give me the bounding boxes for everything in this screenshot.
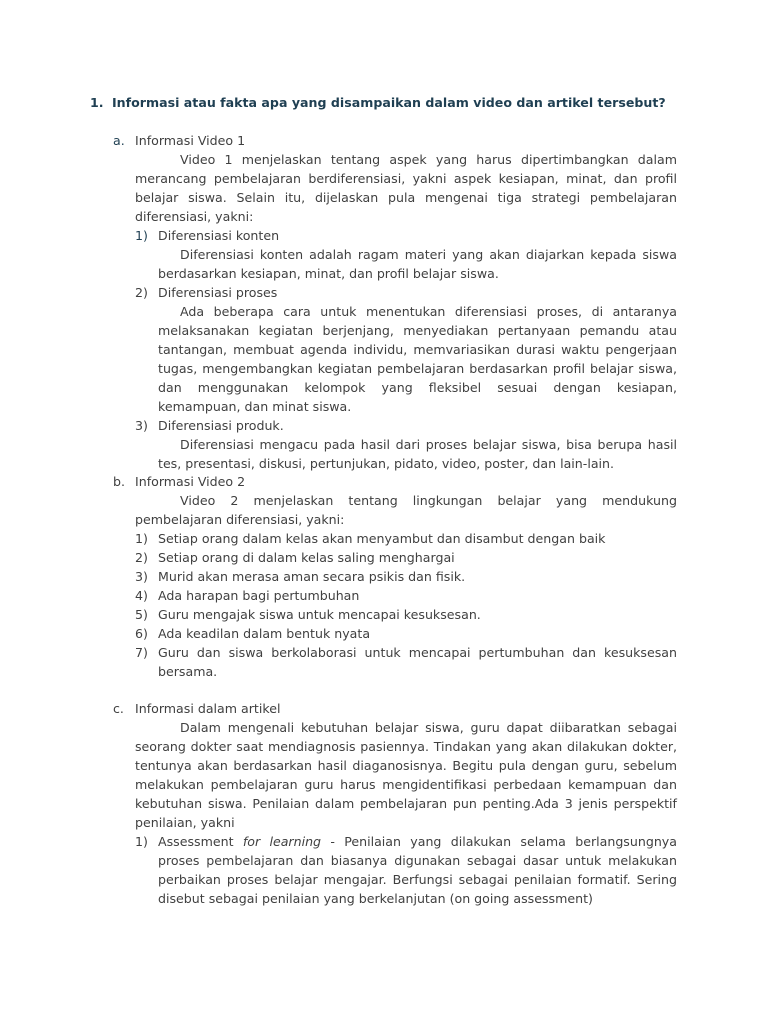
- item-description: Diferensiasi konten adalah ragam materi yang akan diajarkan kepada siswa berdasarkan kesiapan, minat, dan profil belajar siswa.: [158, 247, 677, 281]
- section-b: [113, 472, 677, 681]
- item-number: 3): [135, 418, 148, 433]
- item-title: Diferensiasi konten: [158, 228, 280, 243]
- list-item: [113, 605, 677, 624]
- item-number: 5): [135, 607, 148, 622]
- item-rest: - Penilaian yang dilakukan selama berlangsungnya proses pembelajaran dan biasanya digunakan sebagai dasar untuk melakukan perbaikan proses belajar mengajar. Berfungsi sebagai penilaian formatif. Sering disebut sebagai penilaian yang berkelanjutan (on going assessment): [158, 834, 677, 906]
- section-c-intro: Dalam mengenali kebutuhan belajar siswa, guru dapat diibaratkan sebagai seorang dokter saat mendiagnosis pasiennya. Tindakan yang akan dilakukan dokter, tentunya akan berdasarkan hasil diaganosisnya. Begitu pula dengan guru, sebelum melakukan pembelajaran guru harus mengidentifikasi perbedaan kemampuan dan kebutuhan siswa. Penilaian dalam pembelajaran pun penting.Ada 3 jenis perspektif penilaian, yakni: [135, 720, 677, 830]
- list-item: [113, 529, 677, 548]
- item-number: 1): [135, 531, 148, 546]
- section-b-title: Informasi Video 2: [135, 474, 246, 489]
- section-c-letter: c.: [113, 701, 124, 716]
- item-lead: Assessment: [158, 834, 243, 849]
- list-item: [113, 643, 677, 681]
- item-number: 1): [135, 834, 148, 849]
- item-description: Diferensiasi mengacu pada hasil dari proses belajar siswa, bisa berupa hasil tes, presentasi, diskusi, pertunjukan, pidato, video, poster, dan lain-lain.: [158, 437, 677, 471]
- section-b-intro: Video 2 menjelaskan tentang lingkungan belajar yang mendukung pembelajaran diferensiasi, yakni:: [135, 493, 677, 527]
- item-number: 2): [135, 285, 148, 300]
- list-item: [113, 832, 677, 908]
- list-item: [113, 624, 677, 643]
- section-a-heading: [113, 131, 677, 150]
- question-number: 1.: [90, 95, 104, 110]
- list-item: [113, 548, 677, 567]
- section-c: [113, 699, 677, 908]
- list-item: [113, 416, 677, 435]
- list-item: [113, 283, 677, 302]
- list-item: [113, 226, 677, 245]
- item-number: 7): [135, 645, 148, 660]
- section-c-title: Informasi dalam artikel: [135, 701, 281, 716]
- section-c-heading: [113, 699, 677, 718]
- item-number: 4): [135, 588, 148, 603]
- section-a-letter: a.: [113, 133, 125, 148]
- item-text: Guru mengajak siswa untuk mencapai kesuksesan.: [158, 607, 481, 622]
- item-number: 6): [135, 626, 148, 641]
- list-item: [113, 567, 677, 586]
- item-title: Diferensiasi produk.: [158, 418, 284, 433]
- question-text: Informasi atau fakta apa yang disampaikan dalam video dan artikel tersebut?: [112, 95, 666, 110]
- item-description: Ada beberapa cara untuk menentukan diferensiasi proses, di antaranya melaksanakan kegiatan berjenjang, menyediakan pertanyaan pemandu atau tantangan, membuat agenda individu, memvariasikan durasi waktu pengerjaan tugas, mengembangkan kegiatan pembelajaran berdasarkan profil belajar siswa, dan menggunakan kelompok yang fleksibel sesuai dengan kesiapan, kemampuan, dan minat siswa.: [158, 304, 677, 414]
- item-title: Diferensiasi proses: [158, 285, 278, 300]
- item-italic: for learning: [242, 834, 322, 849]
- item-text: Murid akan merasa aman secara psikis dan fisik.: [158, 569, 466, 584]
- item-text: Ada keadilan dalam bentuk nyata: [158, 626, 371, 641]
- section-b-letter: b.: [113, 474, 125, 489]
- item-number: 3): [135, 569, 148, 584]
- item-text: Ada harapan bagi pertumbuhan: [158, 588, 360, 603]
- section-a: [113, 131, 677, 473]
- item-text: Guru dan siswa berkolaborasi untuk mencapai pertumbuhan dan kesuksesan bersama.: [158, 645, 677, 679]
- list-item: [113, 586, 677, 605]
- item-text: Setiap orang dalam kelas akan menyambut dan disambut dengan baik: [158, 531, 606, 546]
- section-a-title: Informasi Video 1: [135, 133, 246, 148]
- item-text: Setiap orang di dalam kelas saling menghargai: [158, 550, 455, 565]
- question-heading: [90, 93, 680, 112]
- section-a-intro: Video 1 menjelaskan tentang aspek yang harus dipertimbangkan dalam merancang pembelajaran berdiferensiasi, yakni aspek kesiapan, minat, dan profil belajar siswa. Selain itu, dijelaskan pula mengenai tiga strategi pembelajaran diferensiasi, yakni:: [135, 152, 677, 224]
- item-number: 2): [135, 550, 148, 565]
- item-number: 1): [135, 228, 148, 243]
- section-b-heading: [113, 472, 677, 491]
